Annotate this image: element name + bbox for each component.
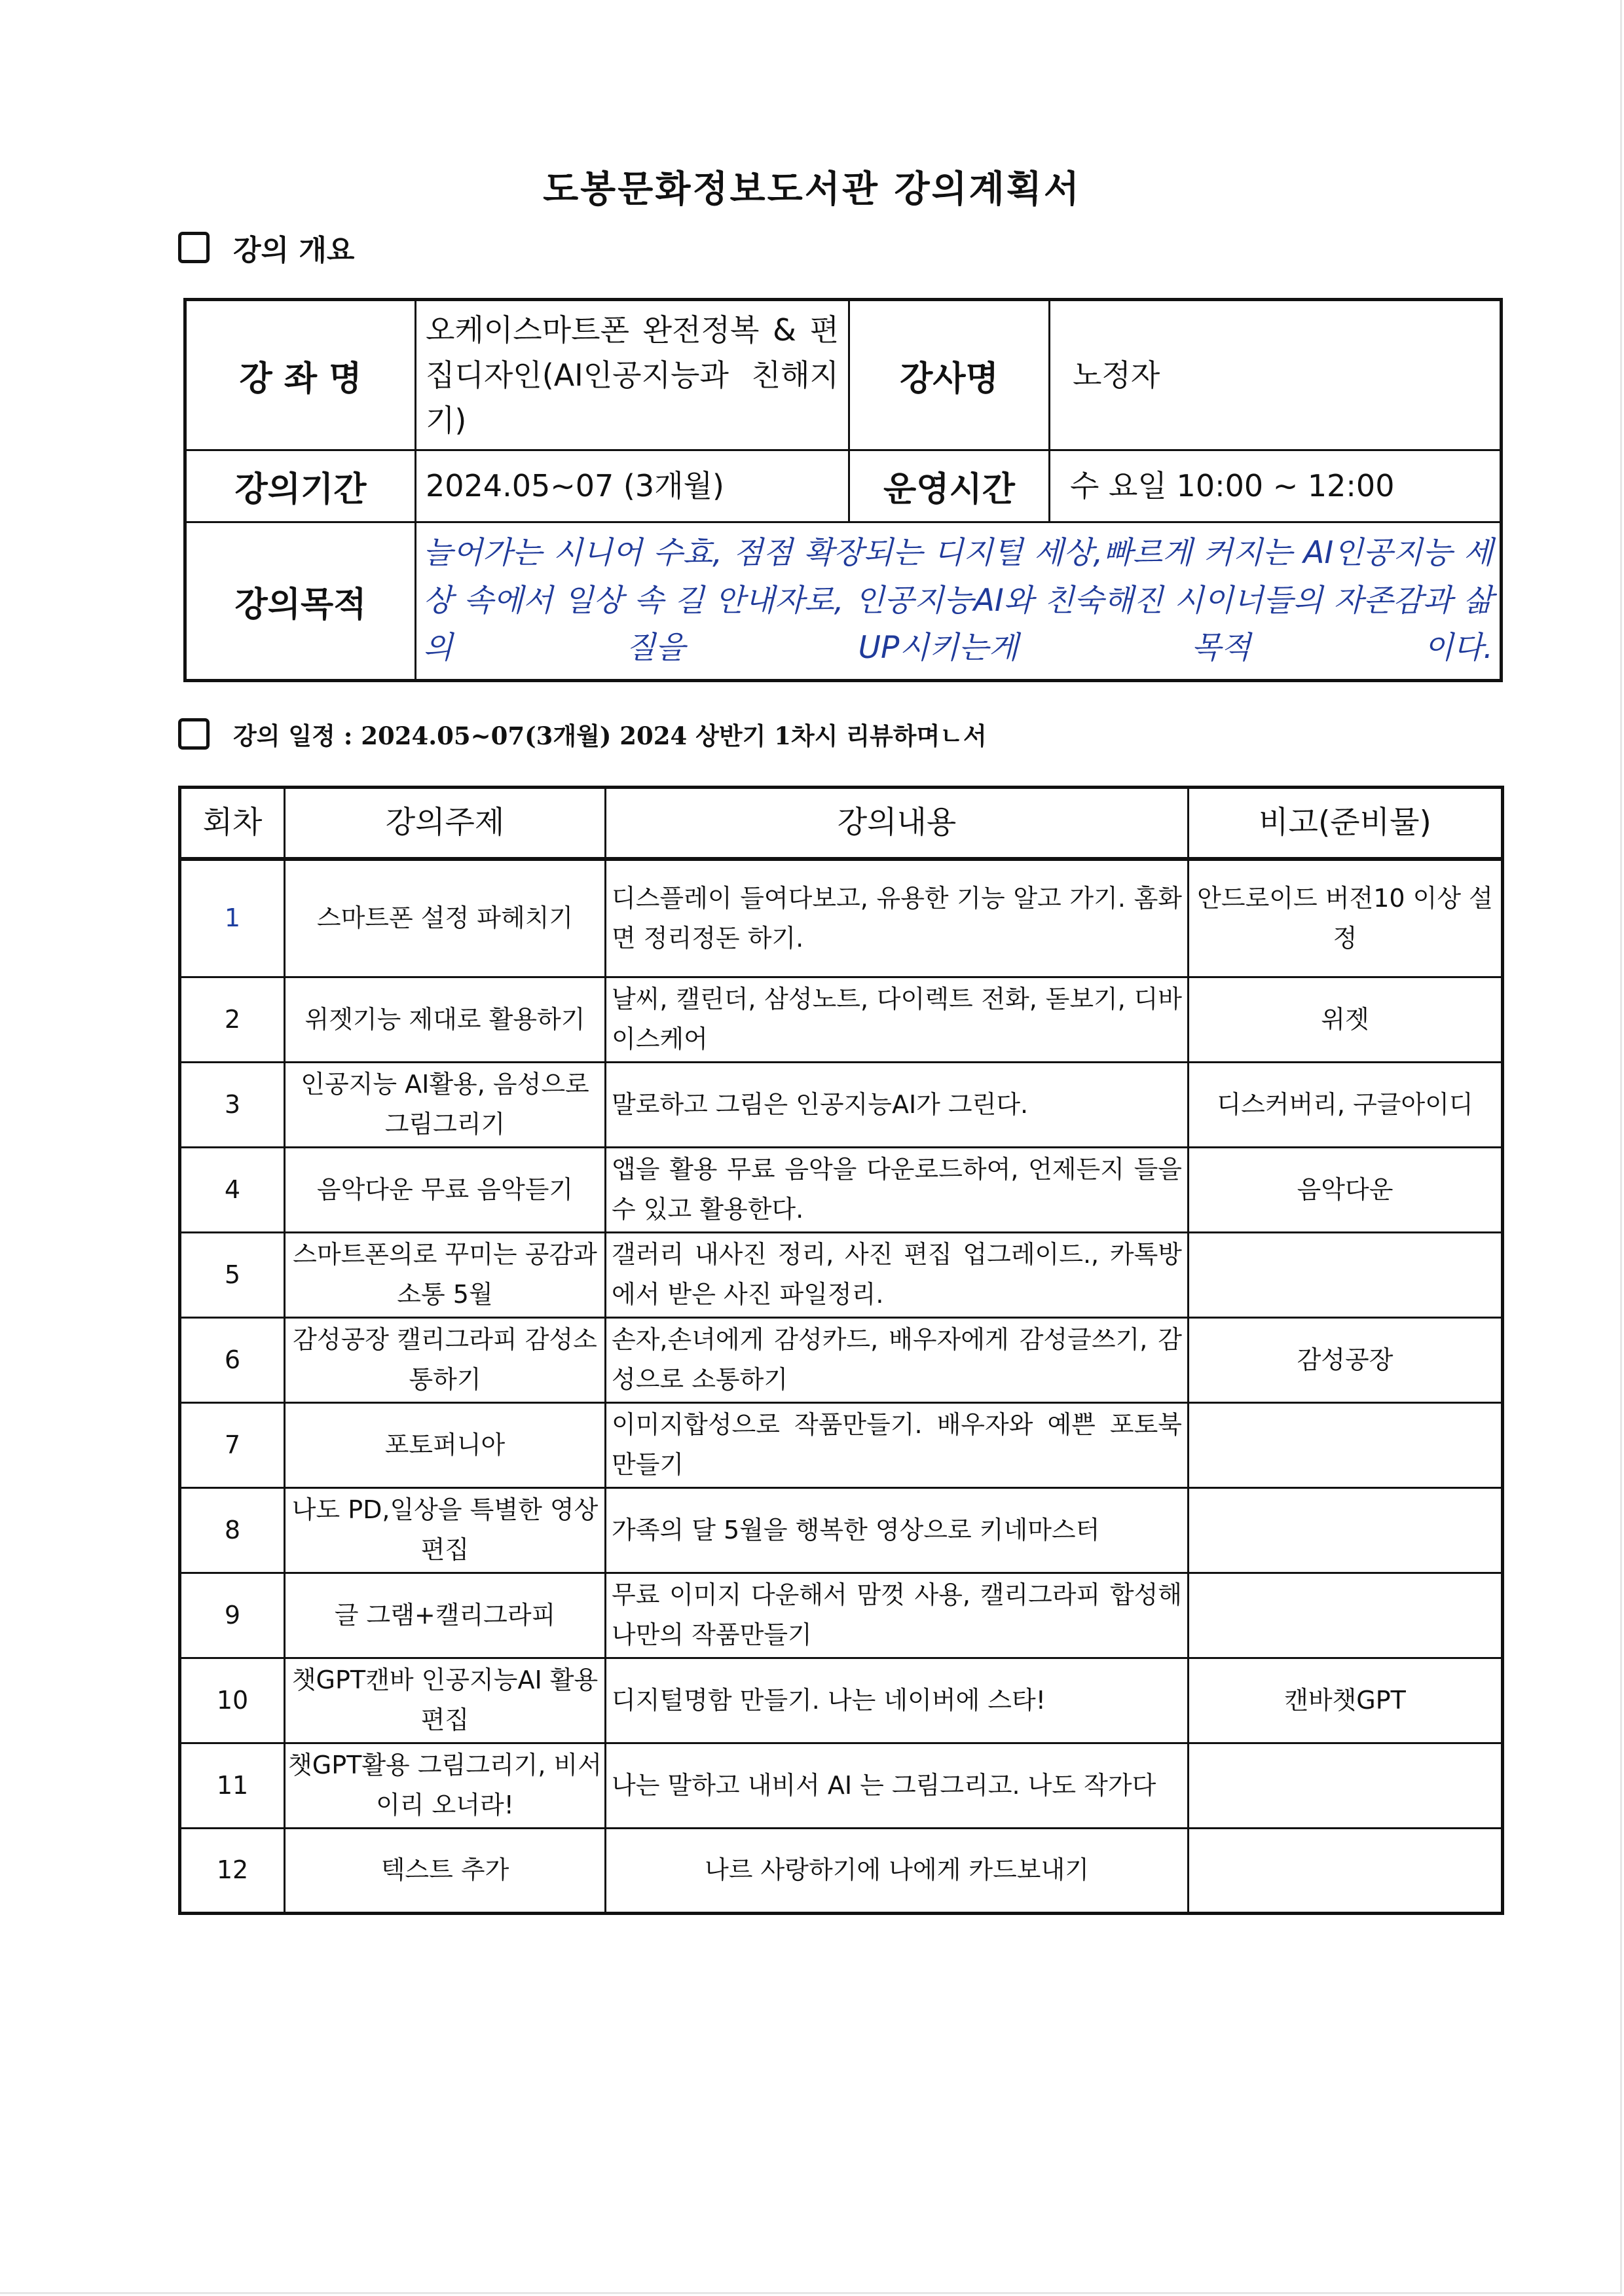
row-number: 1 (180, 859, 285, 977)
row-content: 말로하고 그림은 인공지능AI가 그린다. (606, 1062, 1189, 1147)
row-topic: 포토퍼니아 (285, 1402, 606, 1487)
table-row (180, 1487, 1503, 1573)
row-number: 2 (180, 977, 285, 1062)
header-note: 비고(준비물) (1189, 788, 1503, 860)
table-row (180, 1828, 1503, 1913)
row-topic: 위젯기능 제대로 활용하기 (285, 977, 606, 1062)
row-content: 가족의 달 5월을 행복한 영상으로 키네마스터 (606, 1487, 1189, 1573)
row-content: 손자,손녀에게 감성카드, 배우자에게 감성글쓰기, 감성으로 소통하기 (606, 1317, 1189, 1402)
hours-label: 운영시간 (849, 450, 1050, 522)
row-topic: 스마트폰 설정 파헤치기 (285, 859, 606, 977)
period-value: 2024.05~07 (3개월) (416, 450, 849, 522)
row-note: 디스커버리, 구글아이디 (1189, 1062, 1503, 1147)
row-note: 캔바챗GPT (1189, 1658, 1503, 1743)
row-number: 9 (180, 1573, 285, 1658)
row-content: 이미지합성으로 작품만들기. 배우자와 예쁜 포토북 만들기 (606, 1402, 1189, 1487)
purpose-value: 늘어가는 시니어 수효, 점점 확장되는 디지털 세상,빠르게 커지는 AI인공지능 세상 속에서 일상 속 길 안내자로, 인공지능AI와 친숙해진 시이너들의 자존감과 삶의 질을 UP시키는게 목적 이다. (416, 522, 1502, 681)
schedule-header-row (180, 788, 1503, 860)
overview-table (183, 298, 1503, 682)
row-topic: 인공지능 AI활용, 음성으로 그림그리기 (285, 1062, 606, 1147)
row-content: 디스플레이 들여다보고, 유용한 기능 알고 가기. 홈화면 정리정돈 하기. (606, 859, 1189, 977)
row-topic: 음악다운 무료 음악듣기 (285, 1147, 606, 1232)
row-note (1189, 1573, 1503, 1658)
row-topic: 나도 PD,일상을 특별한 영상 편집 (285, 1487, 606, 1573)
row-note (1189, 1743, 1503, 1828)
row-topic: 글 그램+캘리그라피 (285, 1573, 606, 1658)
overview-heading-text: 강의 개요 (233, 234, 355, 267)
row-note: 감성공장 (1189, 1317, 1503, 1402)
checkbox-square-icon (178, 718, 210, 750)
row-note (1189, 1487, 1503, 1573)
row-content: 앱을 활용 무료 음악을 다운로드하여, 언제든지 들을 수 있고 활용한다. (606, 1147, 1189, 1232)
row-topic: 스마트폰의로 꾸미는 공감과 소통 5월 (285, 1232, 606, 1317)
row-topic: 감성공장 캘리그라피 감성소통하기 (285, 1317, 606, 1402)
row-number: 6 (180, 1317, 285, 1402)
row-topic: 챗GPT캔바 인공지능AI 활용 편집 (285, 1658, 606, 1743)
row-number: 11 (180, 1743, 285, 1828)
row-note: 위젯 (1189, 977, 1503, 1062)
row-note (1189, 1232, 1503, 1317)
row-content: 디지털명함 만들기. 나는 네이버에 스타! (606, 1658, 1189, 1743)
table-row (180, 1743, 1503, 1828)
row-number: 10 (180, 1658, 285, 1743)
row-content: 날씨, 캘린더, 삼성노트, 다이렉트 전화, 돋보기, 디바이스케어 (606, 977, 1189, 1062)
table-row (180, 977, 1503, 1062)
table-row (180, 1147, 1503, 1232)
course-name-label: 강 좌 명 (185, 300, 416, 450)
table-row (180, 1317, 1503, 1402)
row-content: 무료 이미지 다운해서 맘껏 사용, 캘리그라피 합성해 나만의 작품만들기 (606, 1573, 1189, 1658)
course-name-value: 오케이스마트폰 완전정복 & 편집디자인(AI인공지능과 친해지기) (416, 300, 849, 450)
instructor-value: 노정자 (1050, 300, 1502, 450)
row-content: 갤러리 내사진 정리, 사진 편집 업그레이드., 카톡방에서 받은 사진 파일정리. (606, 1232, 1189, 1317)
overview-heading (178, 227, 354, 268)
purpose-label: 강의목적 (185, 522, 416, 681)
header-topic: 강의주제 (285, 788, 606, 860)
instructor-label: 강사명 (849, 300, 1050, 450)
table-row (180, 1402, 1503, 1487)
row-topic: 챗GPT활용 그림그리기, 비서 이리 오너라! (285, 1743, 606, 1828)
table-row (180, 1658, 1503, 1743)
schedule-table (178, 786, 1504, 1915)
row-note (1189, 1828, 1503, 1913)
row-number: 4 (180, 1147, 285, 1232)
checkbox-square-icon (178, 232, 210, 263)
header-no: 회차 (180, 788, 285, 860)
row-number: 5 (180, 1232, 285, 1317)
table-row (180, 1232, 1503, 1317)
row-number: 8 (180, 1487, 285, 1573)
row-note (1189, 1402, 1503, 1487)
period-label: 강의기간 (185, 450, 416, 522)
table-row (180, 1573, 1503, 1658)
schedule-heading (178, 716, 987, 752)
row-content: 나는 말하고 내비서 AI 는 그림그리고. 나도 작가다 (606, 1743, 1189, 1828)
row-content: 나르 사랑하기에 나에게 카드보내기 (606, 1828, 1189, 1913)
row-topic: 텍스트 추가 (285, 1828, 606, 1913)
row-number: 3 (180, 1062, 285, 1147)
row-note: 안드로이드 버전10 이상 설정 (1189, 859, 1503, 977)
row-number: 7 (180, 1402, 285, 1487)
header-content: 강의내용 (606, 788, 1189, 860)
hours-value: 수 요일 10:00 ~ 12:00 (1050, 450, 1502, 522)
row-note: 음악다운 (1189, 1147, 1503, 1232)
document-title: 도봉문화정보도서관 강의계획서 (543, 168, 1081, 211)
table-row (180, 859, 1503, 977)
schedule-heading-text: 강의 일정 : 2024.05~07(3개월) 2024 상반기 1차시 리뷰하며ㄴ서 (233, 721, 987, 750)
table-row (180, 1062, 1503, 1147)
row-number: 12 (180, 1828, 285, 1913)
